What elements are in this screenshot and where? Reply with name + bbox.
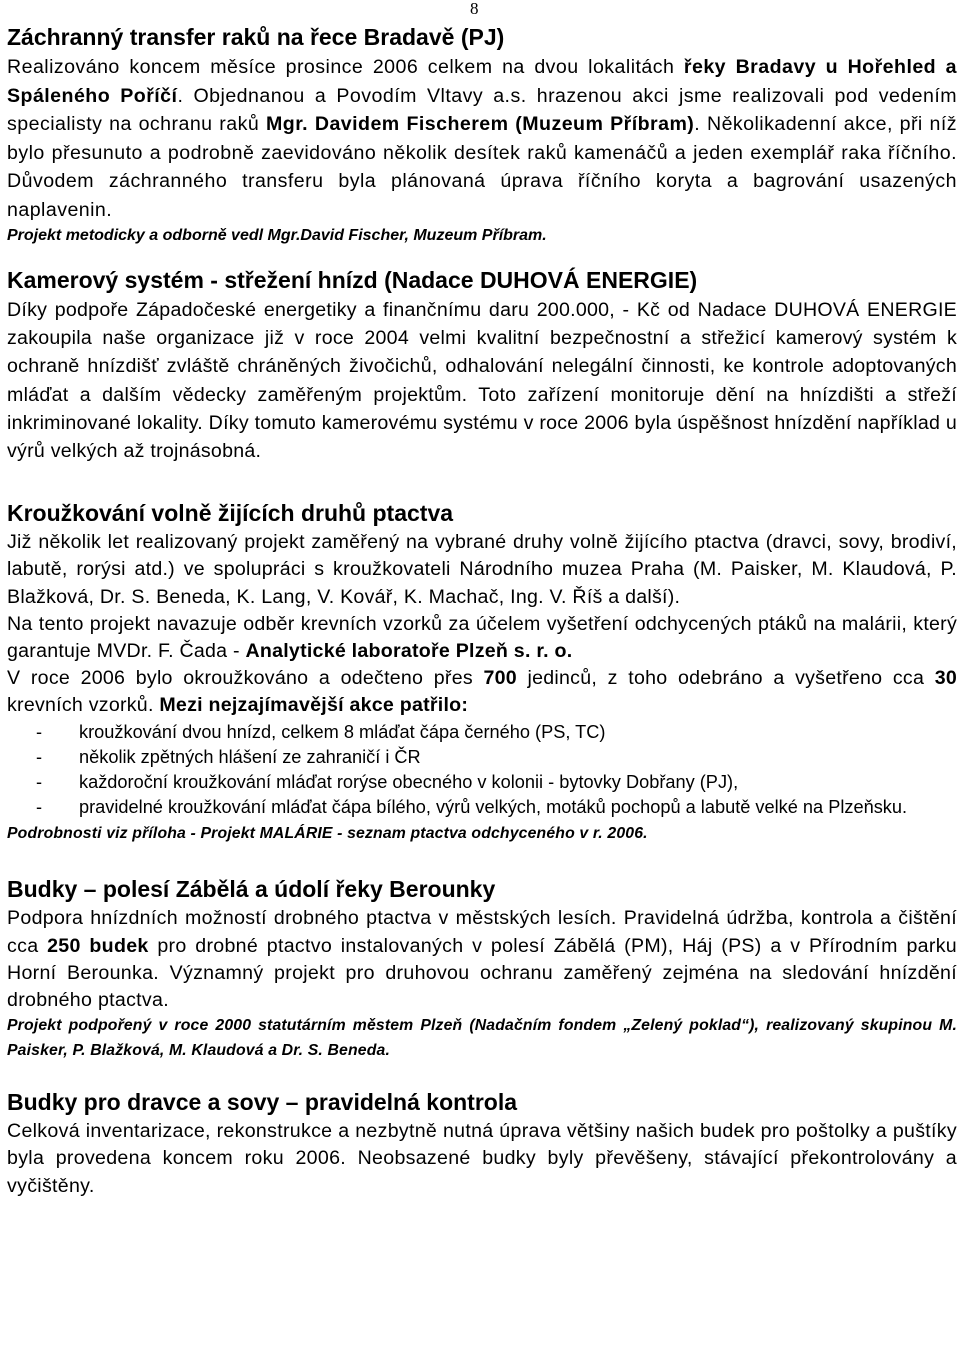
text-run-bold: 700: [483, 667, 517, 690]
section-paragraph: [7, 905, 957, 1014]
dash-bullet: -: [36, 797, 43, 818]
section-paragraph: Celková inventarizace, rekonstrukce a nezbytně nutná úprava většiny našich budek pro poštolky a puštíky byla provedena koncem roku 2006. Neobsazené budky byly převěšeny, stávající překontrolovány a vyčištěny.: [7, 1120, 957, 1197]
text-run: . Několikadenní akce, při níž bylo přesunuto a podrobně zaevidováno několik desítek raků kamenáčů a jeden exemplář raka říčního. Důvodem záchranného transferu byla plánovaná úprava říčního koryta a bagrování usazených naplavenin.: [7, 113, 957, 221]
section-paragraph: Díky podpoře Západočeské energetiky a finančnímu daru 200.000, - Kč od Nadace DUHOVÁ ENERGIE zakoupila naše organizace již v roce 2004 velmi kvalitní bezpečnostní a střežicí kamerový systém k ochraně hnízdišť zvláště chráněných živočichů, odhalování nelegální činnosti, ke kontrole adoptovaných mláďat a dalším vědecky zaměřeným projektům. Toto zařízení monitoruje dění na hnízdišti a střeží inkriminované lokality. Díky tomuto kamerovému systému v roce 2006 byla úspěšnost hnízdění například u výrů velkých až trojnásobná.: [7, 299, 957, 463]
section-title: Kamerový systém - střežení hnízd (Nadace DUHOVÁ ENERGIE): [7, 267, 698, 293]
text-run: V roce 2006 bylo okroužkováno a odečteno přes: [7, 667, 484, 690]
dash-bullet: -: [36, 721, 43, 742]
text-run-bold: 250 budek: [47, 934, 149, 957]
page-number: 8: [470, 0, 479, 18]
text-run-bold: řeky Bradavy u Hořehled a Spáleného Poříčí: [7, 56, 957, 107]
text-run-bold: Analytické laboratoře Plzeň s. r. o.: [245, 640, 573, 663]
section-raptor-boxes: [7, 1087, 957, 1200]
section-paragraph: [7, 611, 957, 665]
section-credit: Projekt metodicky a odborně vedl Mgr.David Fischer, Muzeum Příbram.: [7, 227, 547, 244]
dash-bullet: -: [36, 746, 43, 767]
section-title: Budky – polesí Zábělá a údolí řeky Berounky: [7, 876, 496, 903]
section-paragraph: [7, 53, 957, 224]
text-run-bold: Mezi nejzajímavější akce patřilo:: [159, 694, 469, 717]
section-note: Podrobnosti viz příloha - Projekt MALÁRIE - seznam ptactva odchyceného v r. 2006.: [7, 825, 648, 843]
list-item-text: několik zpětných hlášení ze zahraničí i ČR: [79, 746, 421, 767]
section-camera-system: [7, 265, 957, 465]
dash-bullet: -: [36, 772, 43, 793]
ringing-highlights-list: [7, 720, 957, 821]
document-body: [7, 22, 957, 1200]
text-run: pro drobné ptactvo instalovaných v polesí Zábělá (PM), Háj (PS) a v Přírodním parku Horní Berounka. Významný projekt pro druhovou ochranu zaměřený zejména na sledování hnízdění drobného ptactva.: [7, 934, 957, 1012]
text-run: . Objednanou a Povodím Vltavy a.s. hrazenou akci jsme realizovali pod vedením specialisty na ochranu raků: [7, 84, 957, 135]
text-run: jedinců, z toho odebráno a vyšetřeno cca: [516, 667, 935, 690]
list-item: [7, 745, 957, 770]
list-item-text: kroužkování dvou hnízd, celkem 8 mláďat čápa černého (PS, TC): [79, 721, 606, 742]
section-bird-ringing: [7, 498, 957, 848]
section-paragraph: [7, 665, 957, 719]
text-run-bold: 30: [934, 667, 957, 690]
section-title: Budky pro dravce a sovy – pravidelná kontrola: [7, 1089, 518, 1116]
section-title: Záchranný transfer raků na řece Bradavě (PJ): [7, 24, 505, 50]
text-run: Realizováno koncem měsíce prosince 2006 celkem na dvou lokalitách: [7, 56, 684, 78]
list-item: [7, 720, 957, 745]
section-paragraph: Již několik let realizovaný projekt zaměřený na vybrané druhy volně žijícího ptactva (dravci, sovy, brodiví, labutě, rorýsi atd.) ve spolupráci s kroužkovateli Národního muzea Praha (M. Paisker, M. Klaudová, P. Blažková, Dr. S. Beneda, K. Lang, V. Kovář, K. Machač, Ing. V. Říš a další).: [7, 531, 957, 608]
section-note: Projekt podpořený v roce 2000 statutárním městem Plzeň (Nadačním fondem „Zelený poklad“), realizovaný skupinou M. Paisker, P. Blažková, M. Klaudová a Dr. S. Beneda.: [7, 1017, 957, 1059]
list-item: [7, 795, 957, 820]
list-item-text: pravidelné kroužkování mláďat čápa bílého, výrů velkých, motáků pochopů a labutě velké na Plzeňsku.: [79, 797, 908, 818]
list-item-text: každoroční kroužkování mláďat rorýse obecného v kolonii - bytovky Dobřany (PJ),: [79, 772, 739, 793]
section-crayfish-transfer: [7, 22, 957, 248]
section-nest-boxes-forest: [7, 874, 957, 1063]
list-item: [7, 770, 957, 795]
text-run-bold: Mgr. Davidem Fischerem (Muzeum Příbram): [266, 113, 695, 135]
section-title: Kroužkování volně žijících druhů ptactva: [7, 500, 454, 527]
text-run: Na tento projekt navazuje odběr krevních vzorků za účelem vyšetření odchycených ptáků na malárii, který garantuje MVDr. F. Čada -: [7, 612, 957, 663]
text-run: Podpora hnízdních možností drobného ptactva v městských lesích. Pravidelná údržba, kontrola a čištění cca: [7, 907, 957, 957]
text-run: krevních vzorků.: [7, 694, 160, 717]
